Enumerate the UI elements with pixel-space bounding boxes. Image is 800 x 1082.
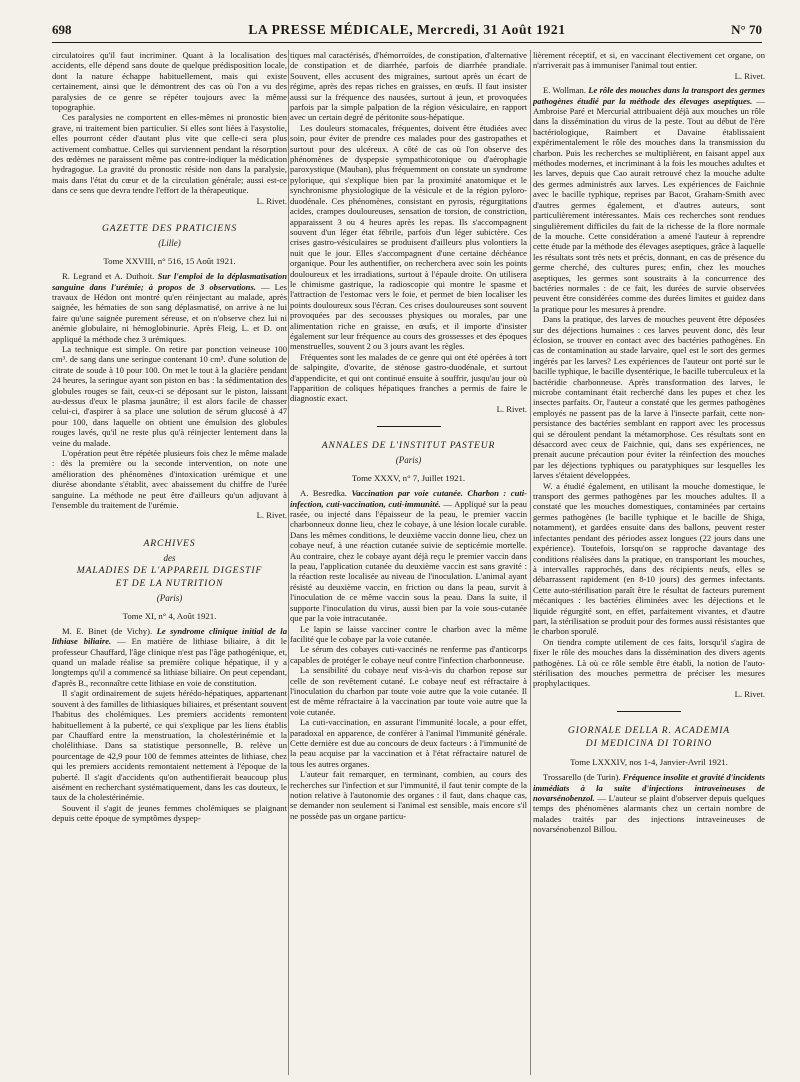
article-text: — Les travaux de Hédon ont montré qu'en réinjectant au malade, après saignée, les hématies de son sang déplasmatisé, on arrive à ne lui faire qu'une saignée purement séreuse, et on n'observe chez lui ni anémie globulaire, ni hémoglobinurie. Après Fleig, L. et D. ont appliqué la méthode chez 3 urémiques. (52, 281, 287, 344)
column-divider (530, 50, 531, 1075)
article-title: Le rôle des mouches dans la transport des germes pathogènes étudié par la méthode des élevages aseptiques. (533, 85, 765, 106)
article-author: R. Legrand et A. Duthoit. (62, 271, 155, 282)
paragraph: La technique est simple. On retire par ponction veineuse 100 cm³. de sang dans une seringue contenant 10 cm³. d'une solution de citrate de soude à 10 pour 100. On met le tout à la glacière pendant 24 heures, la seringue ayant son piston en bas : la sédimentation des globules rouges se fait, ceux-ci se déposant sur le piston, laissant au-dessus d'eux le plasma jaunâtre; il est alors facile de chasser celui-ci, d'aspirer à sa place une solution de sérum glucosé à 47 pour 100, dans laquelle on obtient une émulsion des globules rouges lavés, qu'il ne reste plus qu'à réinjecter lentement dans la veine du malade. (52, 343, 287, 448)
column-divider (288, 50, 289, 1075)
article (533, 85, 765, 314)
article-text: — L'auteur se plaint d'observer depuis quelques temps des phénomènes alarmants chez un certain nombre de malades traités par des injections intraveineuses de novarsénobenzol Billou. (533, 793, 765, 835)
article-author: Trossarello (de Turin). (543, 772, 621, 783)
article-text: — En matière de lithiase biliaire, à dit le professeur Chauffard, l'âge clinique n'est pas l'âge pathogénique, et, quand un malade réalise sa première colique hépatique, il y a longtemps qu'il a commencé sa lithiase biliaire. On peut cependant, d'après B., reconnaître cette lithiase en voie de constitution. (52, 636, 287, 688)
article-author: M. E. Binet (de Vichy). (62, 625, 153, 636)
paragraph: Les douleurs stomacales, fréquentes, doivent être étudiées avec soin, pour éviter de prendre ces malades pour des gastropathes et surtout pour des ulcéreux. A côté de cas où l'on observe des phénomènes de dyspepsie sympathicotonique ou d'aérophagie paroxystique (Mauban), plus fréquemment on constate un syndrome pylorique, qui s'explique bien par la proximité anatomique et le synchronisme physiologique de la vésicule et de la région pyloro-duodénale. Ces phénomènes, consistant en pyrosis, régurgitations acides, crampes douloureuses, sensation de torsion, de constriction, apparaissent 3 ou 4 heures après les repas. Ils s'accompagnent souvent d'un léger état fébrile, parfois d'un léger subictère. Ces crises gastro-vésiculaires se produisent d'ailleurs plus volontiers la nuit que le jour. Elles s'accompagnent d'une certaine déchéance organique. Pour les authentifier, on recherchera avec soin les points douloureux et les irradiations, surtout à l'épaule droite. On utilisera le chimisme gastrique, la radioscopie qui montre le spasme et l'attraction de l'estomac vers le foie, et permet de bien localiser les points douloureux sous l'écran. Ces crises douloureuses sont souvent provoquées par des secousses physiques ou morales, par une alimentation riche en graisse, en œufs, et il importe d'insister également sur leur fréquence au cours des grossesses et des époques menstruelles, souvent 2 ou 3 jours avant les règles. (290, 122, 527, 352)
paragraph: tiques mal caractérisés, d'hémorroïdes, de constipation, d'alternative de constipation et de diarrhée, parfois de diarrhée prandiale. Souvent, elles accusent des migraines, surtout après un écart de régime, après des repas riches en graisses, en œufs. Il faut insister aussi sur la fréquence des nausées, surtout à jeun, et provoquées parfois par la simple palpation de la région vésiculaire, en rapport avec un certain degré de péritonite sous-hépatique. (290, 50, 527, 123)
article (52, 271, 287, 344)
article-title: Vaccination par voie cutanée. Charbon : cuti-infection, cuti-vaccination, cuti-immunité. (290, 488, 527, 509)
paragraph: On tiendra compte utilement de ces faits, lorsqu'il s'agira de fixer le rôle des mouches dans la dissémination des divers agents pathogènes. Là où ce rôle semble être établi, la notion de l'auto-stérilisation des mouches permettra de préciser les mesures prophylactiques. (533, 636, 765, 689)
article-text: — Ambroise Paré et Mercurial attribuaient déjà aux mouches un rôle dans la dissémination du virus de la peste. Tout au début de l'ère bactériologique, Raimbert et Davaine établissaient expérimentalement le rôle des mouches dans la transmission du charbon. Puis les recherches se multiplièrent, en faisant appel aux méthodes modernes, et incriminant à la fois les mouches adultes et les larves, depuis que Cao aurait retrouvé chez la mouche adulte des germes administrés aux larves. Les expériences de Faichnie avec le bacille typhique, reprises par Bacot, Graham-Smith avec d'autres germes également, et d'autres auteurs, sont particulièrement intéressantes. Mais ces recherches sont rendues singulièrement difficiles du fait de la richesse de la flore normale de la mouche. Cette considération a amené l'auteur à reprendre cette étude par la méthode des élevages aseptiques, grâce à laquelle les résultats sont très nets et précis, donnant, en cas de présence du germe cherché, des cultures pures; enfin, chez les mouches aseptiques, les germes sont soustraits à la concurrence des bactéries normales : de ce fait, les durées de survie observées peuvent être considérées comme des durées limites et guidez dans la pratique pour les mesures à prendre. (533, 95, 765, 314)
paragraph: L'opération peut être répétée plusieurs fois chez le même malade : dès la première ou la seconde intervention, on note une amélioration des phénomènes d'intoxication urémique et une diurèse abondante s'établit, avec abaissement du chiffre de l'urée sanguine. La méthode ne peut être d'ailleurs qu'un adjuvant à l'ensemble du traitement de l'urémie. (52, 448, 287, 511)
section-title: ARCHIVES (143, 537, 196, 549)
column-2 (290, 50, 527, 1075)
paragraph: Il s'agit ordinairement de sujets hérédo-hépatiques, appartenant souvent à des familles de lithiasiques biliaires, et présentant souvent l'habitus des cholémiques. Les premiers accidents remontent habituellement à la puberté, ce qui s'explique par les liens établis par Chauffard entre la menstruation, la cholestérinémie et la cholélithiase. Dans sa statistique personnelle, B. relève un pourcentage de 42,9 pour 100 de femmes atteintes de lithiase, chez qui les premiers accidents remontaient nettement à l'époque de la puberté. Il s'agit d'accidents qu'on authentifierait beaucoup plus aisément en recherchant systématiquement, dans les cas douteux, le taux de la cholestérinémie. (52, 688, 287, 803)
section-city: (Paris) (395, 455, 422, 466)
section-issue: Tome XI, n° 4, Août 1921. (122, 610, 217, 621)
page-number: 698 (52, 22, 72, 37)
paragraph: W. a étudié également, en utilisant la mouche domestique, le transport des germes pathogènes par les mouches adultes. Il a constaté que les mouches domestiques, contaminées par certains germes pathogènes (le bacille typhique et le bacille de Shiga, notamment), et gardées ensuite dans des ballons, peuvent rester infectantes pendant des périodes assez longues (22 jours dans une expérience). Toutefois, lorsqu'on se rapproche davantage des conditions réalisées dans la pratique, en transportant les mouches, à intervalles rapprochés, dans des récipients neufs, elles se débarrassent rapidement (en 8-10 jours) des germes infectants. Cette auto-stérilisation paraît être le résultat de facteurs purement mécaniques : les bactéries éliminées avec les déjections et le liquide régurgité sont, en effet, parfaitement vivantes, et d'autre part, la stérilisation se produit pour des formes aussi résistantes que le charbon sporulé. (533, 480, 765, 637)
section-issue: Tome XXXV, n° 7, Juillet 1921. (351, 473, 466, 484)
section-title: GIORNALE DELLA R. ACADEMIA (567, 725, 731, 737)
section-divider (377, 426, 441, 427)
paragraph: La sensibilité du cobaye neuf vis-à-vis du charbon repose sur celle de son revêtement cutané. Le cobaye neuf est réfractaire à l'inoculation du charbon par toute voie autre que la voie cutanée. Il est de même réfractaire à la vaccination par toute voie autre que la voie cutanée. (290, 665, 527, 717)
section-title-des: des (163, 552, 176, 563)
article-author: A. Besredka. (300, 488, 347, 499)
column-1 (52, 50, 287, 1075)
paragraph: Le sérum des cobayes cuti-vaccinés ne renferme pas d'anticorps capables de protéger le cobaye neuf contre l'infection charbonneuse. (290, 644, 527, 665)
article-title: Sur l'emploi de la déplasmatisation sanguine dans l'urémie; à propos de 3 observations. (52, 271, 287, 292)
paragraph: lièrement réceptif, et si, en vaccinant électivement cet organe, on n'arriverait pas à immuniser l'animal tout entier. (533, 50, 765, 71)
article (533, 772, 765, 834)
signature: L. Rivet. (496, 403, 527, 414)
column-3 (533, 50, 765, 1075)
signature: L. Rivet. (256, 195, 287, 206)
section-title-line3: ET DE LA NUTRITION (115, 577, 224, 589)
paragraph: L'auteur fait remarquer, en terminant, combien, au cours des recherches sur l'infection et sur l'immunité, il faut tenir compte de la notion relative à l'autonomie des organes : il faut, dans chaque cas, se demander non seulement si l'animal est sensible, mais encore s'il ne possède pas un organe particu- (290, 769, 527, 821)
page-header (52, 20, 762, 43)
journal-title: LA PRESSE MÉDICALE, Mercredi, 31 Août 1921 (248, 22, 566, 37)
paragraph: Souvent il s'agit de jeunes femmes cholémiques se plaignant depuis cette époque de symptômes dyspep- (52, 802, 287, 824)
paragraph: Dans la pratique, des larves de mouches peuvent être déposées sur des déjections humaines : ces larves peuvent donc, dès leur éclosion, se trouver en contact avec des bactéries pathogènes. En cas de contamination au stade larvaire, quel est le sort des germes ingérés par les larves? Les expériences de l'auteur ont porté sur le bacille typhique, le bacille dysentérique, le bacille tuberculeux et la bactéridie charbonneuse. Après transformation des larves, le microbe contaminant était recherché dans les pupes et chez les insectes parfaits. Or, l'auteur a constaté que les germes pathogènes employés ne passent pas de la larve à l'insecte parfait, cette non-persistance des bactéries semblant en rapport avec les processus qui se déroulent pendant la métamorphose. Ces résultats sont en désaccord avec ceux de Faichnie, qui, dans ses expériences, ne prenait aucune précaution pour éviter la réinfection des mouches par les déjections typhiques ou paratyphiques sur lesquelles les larves s'étaient développées. (533, 314, 765, 481)
section-title-line2: DI MEDICINA DI TORINO (585, 738, 713, 750)
paragraph: Le lapin se laisse vacciner contre le charbon avec la même facilité que le cobaye par la voie cutanée. (290, 623, 527, 644)
signature: L. Rivet. (734, 688, 765, 699)
article (52, 626, 287, 688)
section-city: (Paris) (156, 592, 183, 603)
article (290, 488, 527, 623)
paragraph: Fréquentes sont les malades de ce genre qui ont été opérées à tort de salpingite, d'ovarite, de sténose gastro-duodénale, et surtout d'appendicite, et qui ont continué ensuite à souffrir, jusqu'au jour où l'apparition de coliques hépatiques franches a permis de faire le diagnostic exact. (290, 351, 527, 404)
section-issue: Tome XXVIII, n° 516, 15 Août 1921. (103, 256, 236, 267)
paragraph: Ces paralysies ne comportent en elles-mêmes ni pronostic bien grave, ni traitement bien particulier. Si elles sont liées à l'asystolie, elles pourront céder d'autant plus vite que celle-ci sera plus activement combattue. Celles qui surviennent pendant la résorption des œdèmes ne paraissent même pas contre-indiquer la médication hydragogue. La gravité du pronostic réside non dans la paralysie, mais dans l'état du cœur et de la circulation générale; aussi est-ce dans ce sens que devra tendre l'effort de la thérapeutique. (52, 112, 287, 196)
section-city: (Lille) (158, 238, 181, 249)
section-title: GAZETTE DES PRATICIENS (101, 223, 238, 235)
section-title: ANNALES DE L'INSTITUT PASTEUR (321, 440, 496, 452)
issue-number: N° 70 (731, 22, 762, 37)
article-title: Fréquence insolite et gravité d'incidents immédiats à la suite d'injections intraveineuses de novarsénobenzol. (533, 772, 765, 803)
signature: L. Rivet. (734, 70, 765, 81)
section-issue: Tome LXXXIV, nos 1-4, Janvier-Avril 1921. (570, 757, 728, 768)
section-divider (617, 711, 681, 712)
article-author: E. Wollman. (543, 85, 586, 96)
paragraph: La cuti-vaccination, en assurant l'immunité locale, a pour effet, paradoxal en apparence, de conférer à l'animal l'immunité générale. Cette dernière est due au concours de deux facteurs : à l'immunité de la peau acquise par la vaccination et à l'état réfractaire naturel de tous les autres organes. (290, 717, 527, 769)
paragraph: circulatoires qu'il faut incriminer. Quant à la localisation des accidents, elle dépend sans doute de quelque prédisposition locale, dont la nature échappe habituellement, mais qui existe certainement, ainsi que le démontrent des cas où l'on a vu des paralysies de ce genre se répéter toujours avec la même topographie. (52, 50, 287, 113)
section-title-line2: MALADIES DE L'APPAREIL DIGESTIF (76, 564, 263, 576)
article-title: Le syndrome clinique initial de la lithiase biliaire. (52, 625, 287, 647)
article-text: — Appliqué sur la peau rasée, ou injecté dans l'épaisseur de la peau, le premier vaccin charbonneux donne lieu, chez le cobaye, à une lésion locale curable. Dans les mêmes conditions, le deuxième vaccin donne lieu, chez un cobaye neuf, à une réaction cutanée suivie de septicémie mortelle. Au contraire, chez le cobaye ayant déjà reçu le premier vaccin dans la peau, l'application cutanée du deuxième vaccin est sans gravité : la réaction reste localisée au niveau de l'inoculation. L'animal ayant résisté au deuxième vaccin, en friction ou dans la peau, survit à l'inoculation de ce même vaccin sous la peau. Dans la suite, il supporte l'inoculation du virus, aussi bien par la voie sous-cutanée que par la voie intracutanée. (290, 498, 527, 624)
signature: L. Rivet. (256, 510, 287, 521)
